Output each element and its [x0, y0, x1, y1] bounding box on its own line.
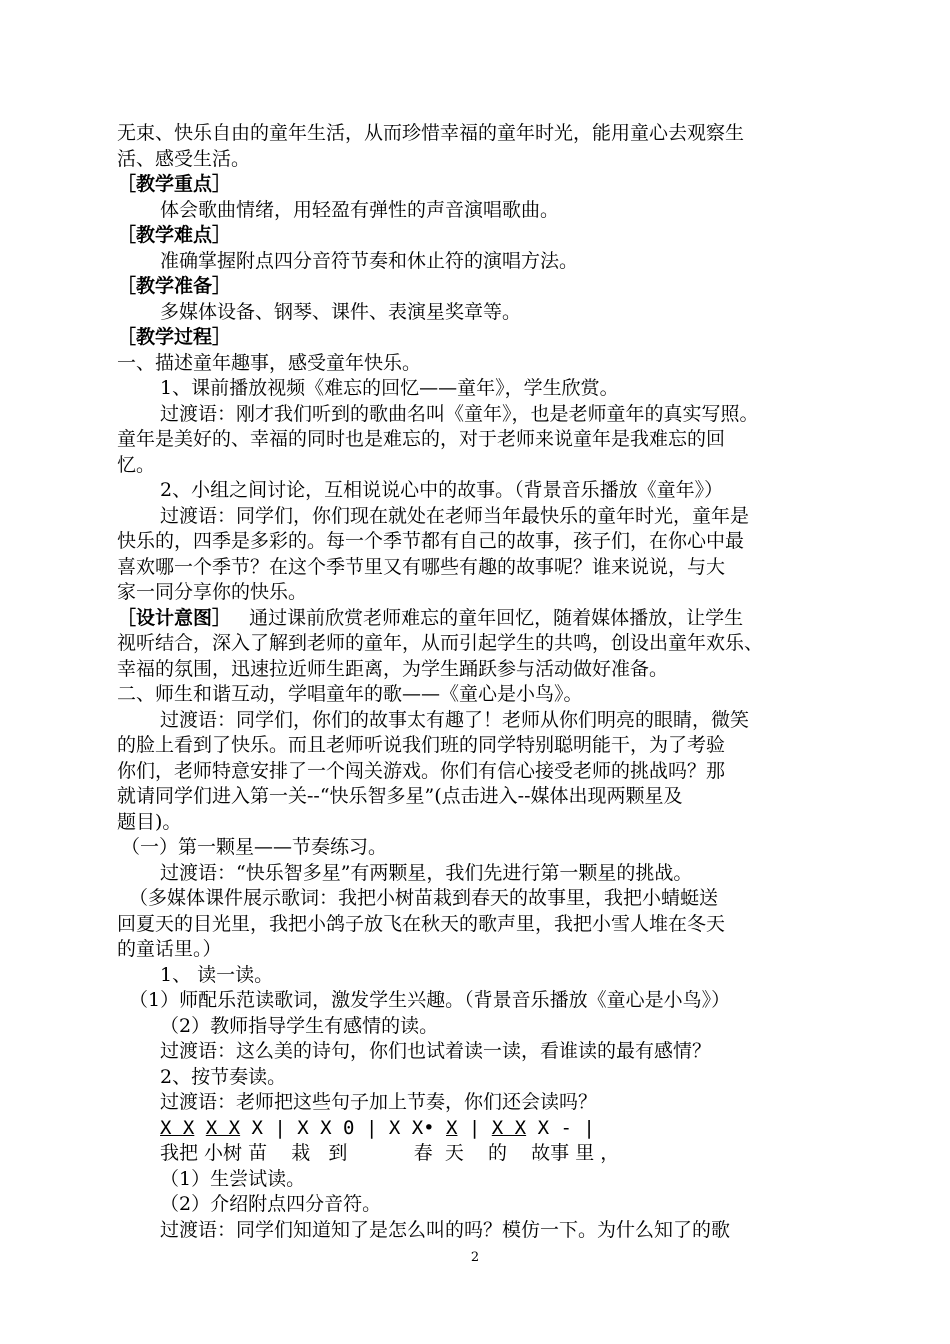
paragraph-line: （1）生尝试读。: [160, 1167, 306, 1190]
paragraph-line: 题目)。: [117, 810, 182, 833]
rhythm-beat: X X: [160, 1116, 195, 1139]
paragraph-line: 过渡语：刚才我们听到的歌曲名叫《童年》，也是老师童年的真实写照。: [160, 402, 759, 425]
rhythm-beat: X X: [491, 1116, 527, 1139]
paragraph-line: 过渡语：老师把这些句子加上节奏，你们还会读吗？: [160, 1091, 598, 1113]
paragraph-line: （2）教师指导学生有感情的读。: [160, 1014, 439, 1037]
paragraph-line: 的脸上看到了快乐。而且老师听说我们班的同学特别聪明能干，为了考验: [117, 734, 726, 756]
paragraph-line: （2）介绍附点四分音符。: [160, 1193, 382, 1215]
lyrics-line: 我把 小树 苗 栽 到 春 天 的 故事 里 ，: [160, 1142, 620, 1164]
rhythm-beat: X: [446, 1116, 458, 1139]
paragraph-line: 2、小组之间讨论，互相说说心中的故事。（背景音乐播放《童年》）: [160, 479, 724, 501]
paragraph-line: 过渡语：同学们知道知了是怎么叫的吗？模仿一下。为什么知了的歌: [160, 1218, 731, 1241]
paragraph-line: 一、描述童年趣事，感受童年快乐。: [117, 351, 422, 374]
paragraph-line: 你们，老师特意安排了一个闯关游戏。你们有信心接受老师的挑战吗？那: [117, 759, 726, 782]
paragraph-line: 1、 读一读。: [160, 963, 274, 986]
paragraph-line: 准确掌握附点四分音符节奏和休止符的演唱方法。: [160, 249, 579, 272]
paragraph-line: （一）第一颗星——节奏练习。: [121, 836, 388, 858]
section-heading-preparation: ［教学准备］: [117, 275, 232, 297]
paragraph-line: 幸福的氛围，迅速拉近师生距离，为学生踊跃参与活动做好准备。: [117, 657, 669, 680]
section-heading-process: ［教学过程］: [117, 326, 232, 348]
paragraph-line: 2、按节奏读。: [160, 1065, 287, 1088]
section-heading-key-points: ［教学重点］: [117, 173, 232, 195]
paragraph-line: [117, 606, 857, 632]
paragraph-line: 快乐的，四季是多彩的。每一个季节都有自己的故事，孩子们，在你心中最: [117, 530, 745, 552]
paragraph-line: 过渡语：同学们，你们的故事太有趣了！老师从你们明亮的眼睛，微笑: [160, 708, 750, 731]
paragraph-line: 活、感受生活。: [117, 147, 251, 170]
paragraph-line: 无束、快乐自由的童年生活，从而珍惜幸福的童年时光，能用童心去观察生: [117, 122, 745, 144]
paragraph-line: 的童话里。）: [117, 938, 222, 960]
paragraph-line: 二、师生和谐互动，学唱童年的歌——《童心是小鸟》。: [117, 683, 583, 705]
section-heading-difficulties: ［教学难点］: [117, 224, 232, 246]
paragraph-line: 体会歌曲情绪，用轻盈有弹性的声音演唱歌曲。: [160, 198, 560, 221]
paragraph-line: （1）师配乐范读歌词，激发学生兴趣。（背景音乐播放《童心是小鸟》）: [129, 989, 731, 1011]
rhythm-notation-line: [117, 1116, 857, 1142]
rhythm-beat: |: [457, 1116, 492, 1139]
paragraph-line: 童年是美好的、幸福的同时也是难忘的，对于老师来说童年是我难忘的回: [117, 428, 726, 450]
paragraph-line: 过渡语：这么美的诗句，你们也试着读一读，看谁读的最有感情？: [160, 1040, 712, 1062]
rhythm-beat: X | X X 0 | X X•: [240, 1116, 447, 1139]
paragraph-line: 忆。: [117, 453, 156, 476]
paragraph-line: 过渡语：“快乐智多星”有两颗星，我们先进行第一颗星的挑战。: [160, 861, 693, 884]
paragraph-line: 家一同分享你的快乐。: [117, 581, 308, 603]
inline-text: 通过课前欣赏老师难忘的童年回忆，随着媒体播放，让学生: [249, 606, 744, 629]
paragraph-line: 过渡语：同学们，你们现在就处在老师当年最快乐的童年时光，童年是: [160, 504, 750, 527]
rhythm-beat: X - |: [526, 1116, 595, 1139]
paragraph-line: 就请同学们进入第一关--“快乐智多星”(点击进入--媒体出现两颗星及: [117, 785, 683, 807]
paragraph-line: 视听结合，深入了解到老师的童年，从而引起学生的共鸣，创设出童年欢乐、: [117, 632, 764, 654]
paragraph-line: 多媒体设备、钢琴、课件、表演星奖章等。: [160, 300, 522, 323]
section-heading-design-intent: ［设计意图］: [117, 606, 232, 629]
rhythm-beat: X X: [205, 1116, 241, 1139]
paragraph-line: （多媒体课件展示歌词：我把小树苗栽到春天的故事里，我把小蜻蜓送: [129, 887, 719, 909]
paragraph-line: 1、课前播放视频《难忘的回忆——童年》，学生欣赏。: [160, 377, 619, 399]
document-body: [117, 121, 857, 1243]
paragraph-line: 喜欢哪一个季节？在这个季节里又有哪些有趣的故事呢？谁来说说，与大: [117, 555, 726, 578]
page-number: 2: [470, 1250, 480, 1265]
paragraph-line: 回夏天的目光里，我把小鸽子放飞在秋天的歌声里，我把小雪人堆在冬天: [117, 912, 726, 935]
